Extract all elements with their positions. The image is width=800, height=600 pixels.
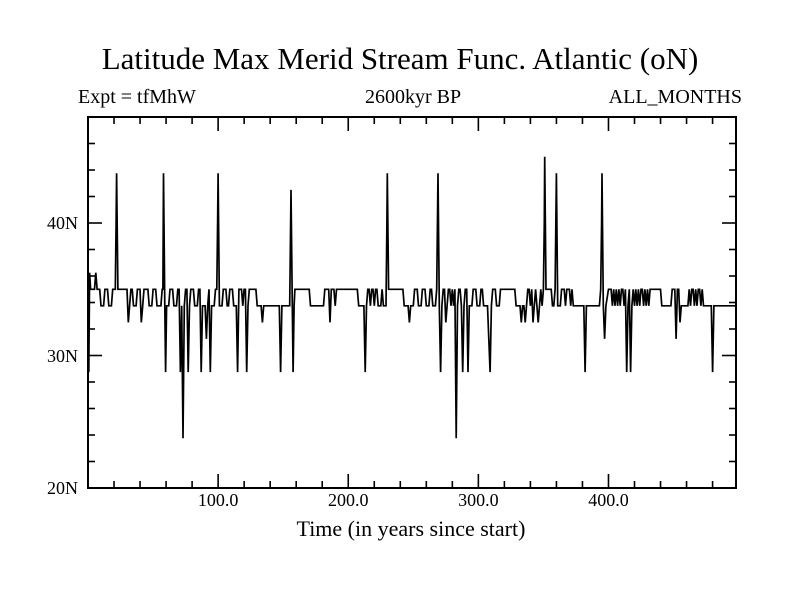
x-axis-title: Time (in years since start) [296, 516, 526, 541]
experiment-label: Expt = tfMhW [78, 86, 196, 108]
y-tick-label: 30N [47, 345, 78, 366]
x-tick-label: 200.0 [327, 490, 369, 510]
x-tick-label: 300.0 [458, 490, 499, 510]
time-period-label: 2600kyr BP [364, 86, 462, 108]
x-tick-label: 100.0 [197, 490, 239, 510]
chart-title: Latitude Max Merid Stream Func. Atlantic (oN) [101, 41, 699, 76]
x-tick-label: 400.0 [588, 490, 629, 510]
data-series-line [88, 157, 736, 439]
months-label: ALL_MONTHS [608, 86, 742, 108]
y-tick-label: 40N [47, 213, 78, 233]
y-tick-label: 20N [47, 478, 78, 498]
